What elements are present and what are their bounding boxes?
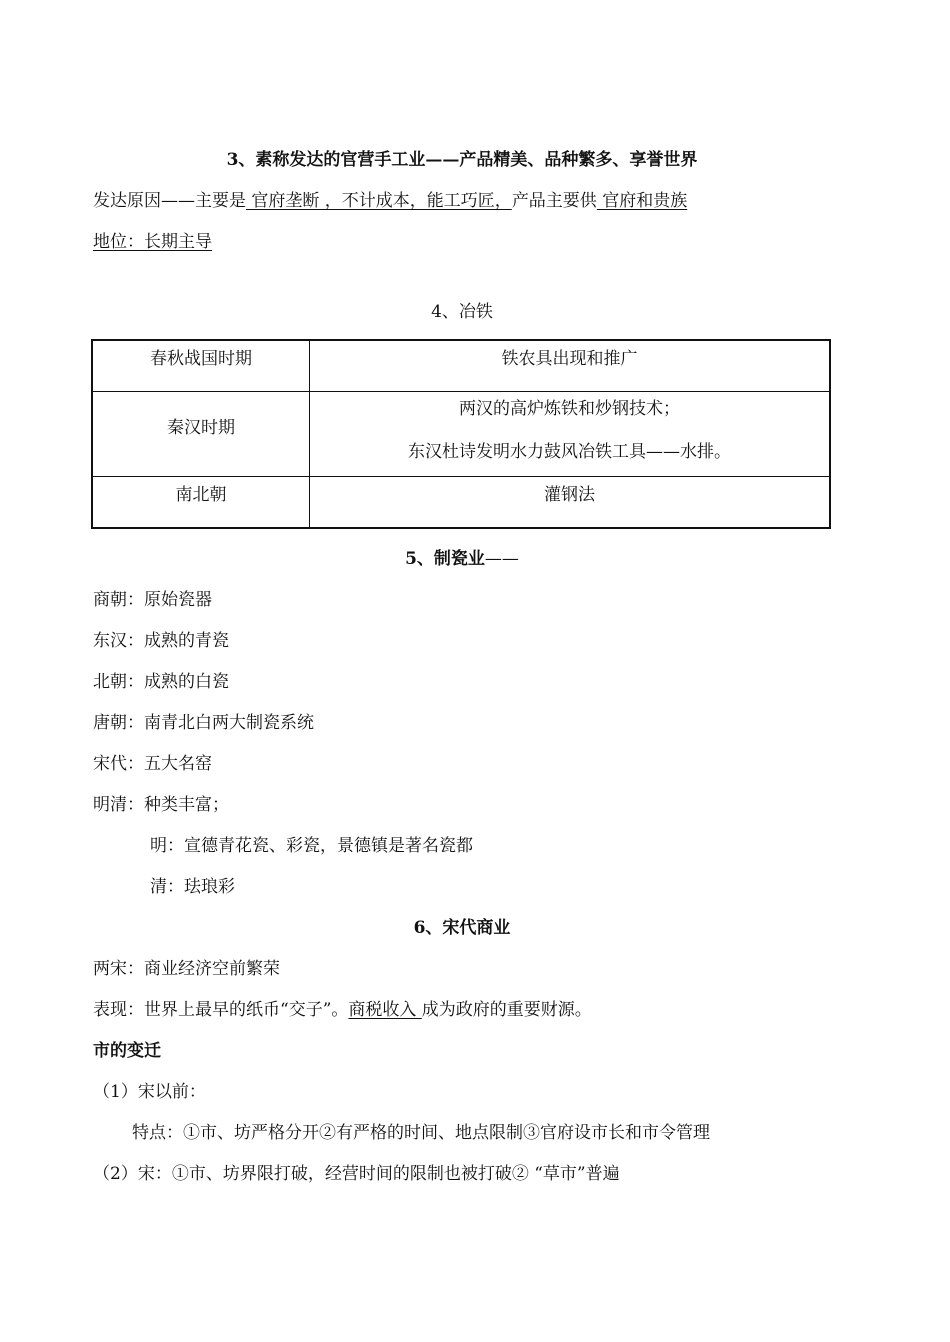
before-song-label: （1）宋以前： [93,1082,206,1102]
sub-list-item: 明：宣德青花瓷、彩瓷，景德镇是著名瓷都 [150,836,473,856]
table-row [92,477,830,529]
before-song-features: 特点：①市、坊严格分开②有严格的时间、地点限制③官府设市长和市令管理 [132,1123,710,1143]
table-row [92,392,830,477]
reason-underlined-1: 官府垄断 ，不计成本，能工巧匠， [246,191,512,211]
market-heading: 市的变迁 [93,1041,161,1061]
reason-prefix: 发达原因——主要是 [93,191,246,211]
section5-heading [93,547,831,571]
list-item: 唐朝：南青北白两大制瓷系统 [93,713,314,733]
reason-underlined-2: 官府和贵族 [596,191,688,211]
list-item: 明清：种类丰富； [93,795,229,815]
list-item: 宋代：五大名窑 [93,754,212,774]
sub-list-item: 清：珐琅彩 [150,877,235,897]
table-row [92,340,830,392]
content-cell: 铁农具出现和推广 [310,340,831,392]
section3-status: 地位：长期主导 [93,232,212,252]
song-changes: （2）宋：①市、坊界限打破，经营时间的限制也被打破② “草市”普遍 [93,1164,620,1184]
section5-heading-text: 5、制瓷业 [405,549,485,569]
period-cell [92,392,310,477]
list-item: 商朝：原始瓷器 [93,590,212,610]
line2-suffix: 成为政府的重要财源。 [421,1000,592,1020]
section4-heading: 4、冶铁 [431,302,493,322]
content-line: 两汉的高炉炼铁和炒钢技术； [459,399,680,419]
content-cell [310,392,831,477]
period-cell: 南北朝 [92,477,310,529]
line2-underlined: 商税收入 [348,1000,422,1020]
section6-line1: 两宋：商业经济空前繁荣 [93,959,280,979]
reason-middle: 产品主要供 [511,191,597,211]
period-text: 秦汉时期 [167,418,235,438]
section5-heading-dash: —— [484,549,519,569]
section6-heading: 6、宋代商业 [413,918,511,938]
content-cell: 灌钢法 [310,477,831,529]
content-line: 东汉杜诗发明水力鼓风冶铁工具——水排。 [408,442,731,462]
section3-reason [93,189,687,213]
line2-prefix: 表现：世界上最早的纸币“交子”。 [93,1000,349,1020]
section3-heading: 3、素称发达的官营手工业——产品精美、品种繁多、享誉世界 [226,150,698,170]
section6-line2 [93,998,592,1022]
list-item: 东汉：成熟的青瓷 [93,631,229,651]
period-cell: 春秋战国时期 [92,340,310,392]
list-item: 北朝：成熟的白瓷 [93,672,229,692]
iron-smelting-table [91,339,831,529]
